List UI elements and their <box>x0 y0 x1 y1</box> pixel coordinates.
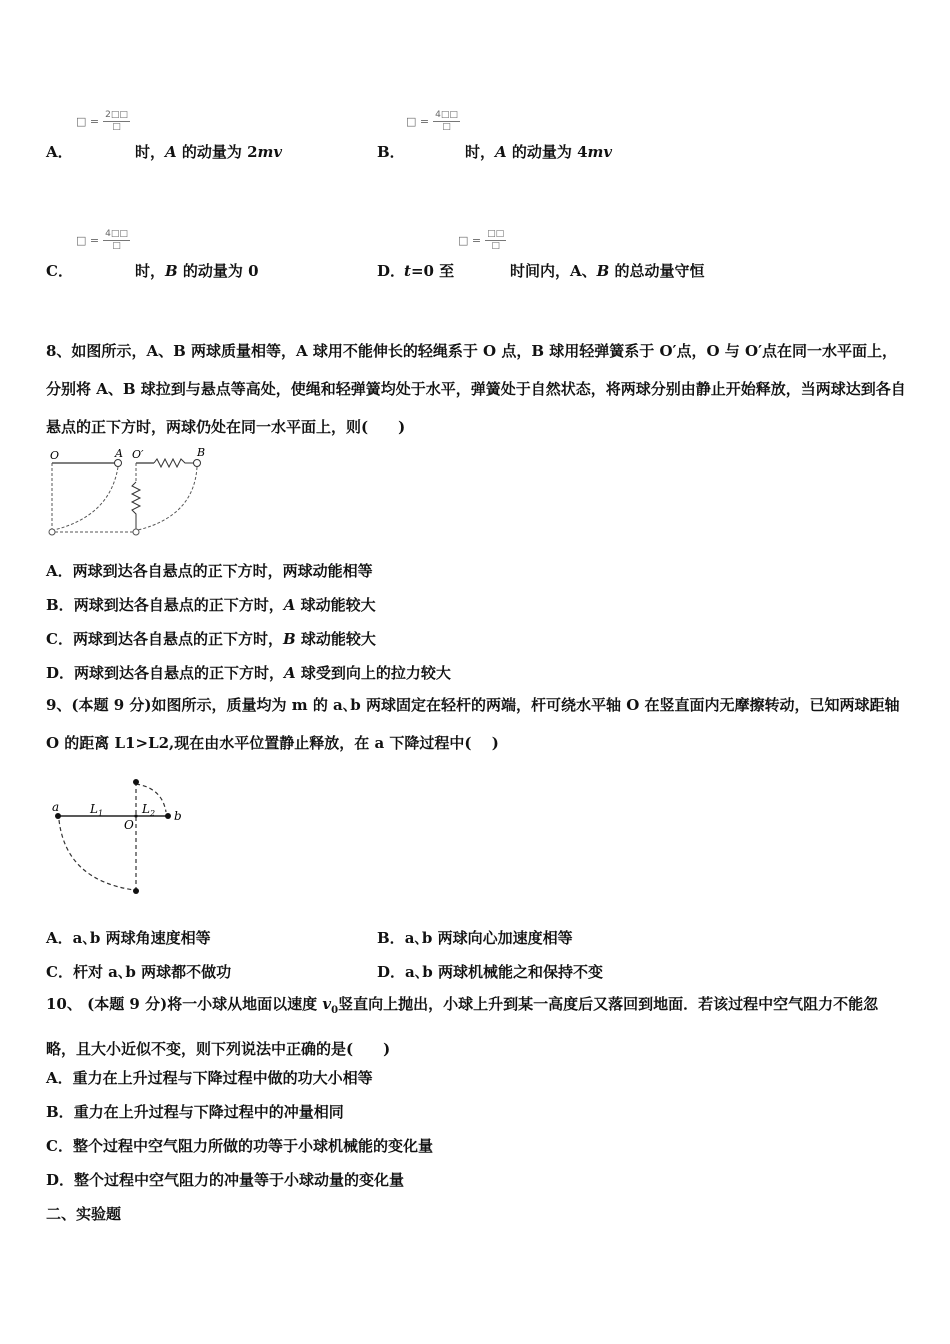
q8-ball-a <box>115 460 122 467</box>
q9-arc-a <box>59 820 134 890</box>
q8-spring-horizontal <box>154 459 194 467</box>
q7-option-c-text: 时，B 的动量为 0 <box>135 262 259 280</box>
q9-ball-b-top <box>133 779 139 785</box>
q7-option-b-label: B． <box>377 143 405 161</box>
q9-label-a: a <box>52 800 60 814</box>
q7-option-d-text: 时间内，A、B 的总动量守恒 <box>510 262 705 280</box>
q9-figure <box>46 776 196 900</box>
q9-option-a: A．a､b 两球角速度相等 <box>46 929 211 947</box>
q7-b-formula: □ = 4□□ □ <box>406 110 458 132</box>
q8-label-a: A <box>115 447 123 460</box>
q8-path-a <box>54 467 118 530</box>
q8-label-o-prime: O′ <box>132 448 144 461</box>
q8-option-d: D．两球到达各自悬点的正下方时，A 球受到向上的拉力较大 <box>46 664 451 682</box>
q9-stem: 9、(本题 9 分)如图所示，质量均为 m 的 a､b 两球固定在轻杆的两端，杆可绕水平轴 O 在竖直面内无摩擦转动，已知两球距轴 O 的距离 L1>L2,现在由水平位置静止释放，在 a 下降过程中( ) <box>46 696 900 752</box>
q8-option-a: A．两球到达各自悬点的正下方时，两球动能相等 <box>46 562 373 580</box>
q10-stem: 10、 (本题 9 分)将一小球从地面以速度 $v_0$竖直向上抛出，小球上升到某一高度后又落回到地面．若该过程中空气阻力不能忽略，且大小近似不变，则下列说法中正确的是( ) <box>46 995 879 1058</box>
q7-option-d-prefix: t=0 至 <box>404 262 455 280</box>
q10-option-c: C．整个过程中空气阻力所做的功等于小球机械能的变化量 <box>46 1137 433 1155</box>
q8-label-o: O <box>50 449 60 462</box>
q8-label-b: B <box>197 446 206 459</box>
q9-label-l2: $L_2$ <box>142 802 156 818</box>
section-heading: 二、实验题 <box>46 1205 122 1223</box>
q7-option-c-label: C． <box>46 262 73 280</box>
q10-option-b: B．重力在上升过程与下降过程中的冲量相同 <box>46 1103 344 1121</box>
q8-spring-vertical <box>132 482 140 529</box>
q9-option-b: B．a､b 两球向心加速度相等 <box>377 929 573 947</box>
q7-option-b-text: 时，A 的动量为 4mv <box>465 143 613 161</box>
q8-stem: 8、如图所示，A、B 两球质量相等，A 球用不能伸长的轻绳系于 O 点，B 球用轻弹簧系于 O′点，O 与 O′点在同一水平面上，分别将 A、B 球拉到与悬点等高处，使绳和轻弹簧均处于水平，弹簧处于自然状态，将两球分别由静止开始释放，当两球达到各自悬点的正下方时，两球仍处在同一水平面上，则( ) <box>46 342 906 436</box>
q9-label-b: b <box>174 809 182 823</box>
q9-option-d: D．a､b 两球机械能之和保持不变 <box>377 963 603 981</box>
q7-a-formula: □ = 2□□ □ <box>76 110 128 132</box>
q8-ball-a-bottom <box>49 529 55 535</box>
q10-option-a: A．重力在上升过程与下降过程中做的功大小相等 <box>46 1069 373 1087</box>
q9-ball-b <box>165 813 171 819</box>
q7-option-d-label: D． <box>377 262 406 280</box>
q9-option-c: C．杆对 a､b 两球都不做功 <box>46 963 232 981</box>
q7-d-formula: □ = □□ □ <box>458 229 505 251</box>
q8-option-b: B．两球到达各自悬点的正下方时，A 球动能较大 <box>46 596 376 614</box>
q8-ball-b <box>194 460 201 467</box>
q9-arc-b <box>136 784 166 812</box>
q7-c-formula: □ = 4□□ □ <box>76 229 128 251</box>
q7-option-a-text: 时，A 的动量为 2mv <box>135 143 283 161</box>
q8-ball-b-bottom <box>133 529 139 535</box>
q9-label-l1: $L_1$ <box>90 802 104 818</box>
q8-option-c: C．两球到达各自悬点的正下方时，B 球动能较大 <box>46 630 376 648</box>
q8-figure <box>44 444 214 542</box>
q10-option-d: D．整个过程中空气阻力的冲量等于小球动量的变化量 <box>46 1171 405 1189</box>
q8-path-b <box>138 467 197 530</box>
q9-label-o: O <box>124 818 134 832</box>
q7-option-a-label: A． <box>46 143 73 161</box>
q9-ball-a-bottom <box>133 888 139 894</box>
